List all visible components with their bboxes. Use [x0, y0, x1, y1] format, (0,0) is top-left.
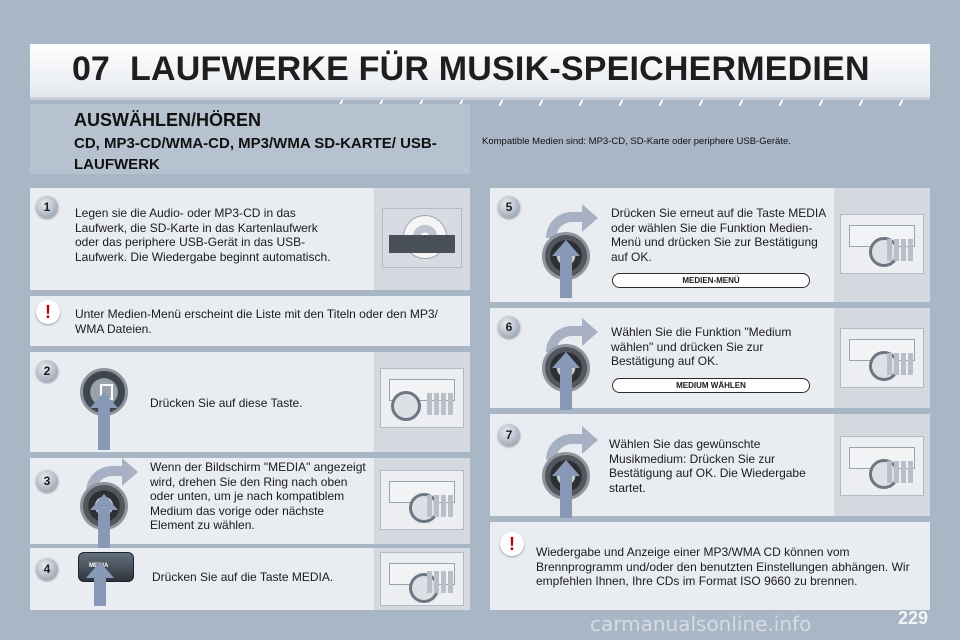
- section-title: AUSWÄHLEN/HÖREN: [74, 110, 261, 130]
- step-2-badge: 2: [36, 360, 58, 382]
- step-3-badge: 3: [36, 470, 58, 492]
- radio-buttons-icon: [887, 353, 913, 375]
- cd-slot-image: [382, 208, 462, 268]
- step-2-text: Drücken Sie auf diese Taste.: [150, 396, 303, 410]
- step-7-text: Wählen Sie das gewünschte Musikmedium: Drücken Sie zur Bestätigung auf OK. Die Wiedergabe startet.: [609, 437, 806, 495]
- radio-panel-image: [840, 436, 924, 496]
- step-4-text: Drücken Sie auf die Taste MEDIA.: [152, 570, 334, 584]
- step-6-badge: 6: [498, 316, 520, 338]
- press-arrow-icon: [98, 508, 110, 552]
- warning-1-text: Unter Medien-Menü erscheint die Liste mit den Titeln oder den MP3/ WMA Dateien.: [75, 307, 438, 336]
- compat-note: Kompatible Medien sind: MP3-CD, SD-Karte oder periphere USB-Geräte.: [482, 136, 791, 147]
- step-5-text: Drücken Sie erneut auf die Taste MEDIA oder wählen Sie die Funktion Medien-Menü und drücken Sie zur Bestätigung auf OK.: [611, 206, 826, 264]
- step-6-text: Wählen Sie die Funktion "Medium wählen" und drücken Sie zur Bestätigung auf OK.: [611, 325, 792, 368]
- step-4-badge: 4: [36, 558, 58, 580]
- step-1-badge: 1: [36, 196, 58, 218]
- press-arrow-icon: [560, 254, 572, 298]
- radio-panel-image: [840, 328, 924, 388]
- step-5-badge: 5: [498, 196, 520, 218]
- step-3-text: Wenn der Bildschirm "MEDIA" angezeigt wird, drehen Sie den Ring nach oben oder unten, um je nach kompatiblem Medium das vorige oder nächste Element zu wählen.: [150, 460, 366, 532]
- press-arrow-icon: [560, 474, 572, 518]
- medium-waehlen-label: MEDIUM WÄHLEN: [612, 378, 810, 393]
- section-subtitle: CD, MP3-CD/WMA-CD, MP3/WMA SD-KARTE/ USB-LAUFWERK: [74, 135, 437, 173]
- warning-2-text: Wiedergabe und Anzeige einer MP3/WMA CD können vom Brennprogramm und/oder den benutzten Einstellungen abhängen. Wir empfehlen Ihnen, Ihre CDs im Format ISO 9660 zu brennen.: [536, 545, 910, 588]
- press-arrow-icon: [94, 576, 106, 606]
- watermark: carmanualsonline.info: [590, 612, 812, 636]
- radio-panel-image: [380, 552, 464, 606]
- medien-menu-label: MEDIEN-MENÜ: [612, 273, 810, 288]
- radio-panel-image: [380, 470, 464, 530]
- radio-front-slot: [389, 235, 455, 253]
- radio-panel-image: [380, 368, 464, 428]
- press-arrow-icon: [98, 406, 110, 450]
- radio-buttons-icon: [427, 393, 453, 415]
- step-1-text: Legen sie die Audio- oder MP3-CD in das Laufwerk, die SD-Karte in das Kartenlaufwerk oder das periphere USB-Gerät in das USB-Laufwerk. Die Wiedergabe beginnt automatisch.: [75, 206, 331, 264]
- radio-buttons-icon: [427, 571, 453, 593]
- warning-icon: !: [36, 300, 60, 324]
- page-title: LAUFWERKE FÜR MUSIK-SPEICHERMEDIEN: [130, 50, 870, 88]
- radio-panel-image: [840, 214, 924, 274]
- warning-icon: !: [500, 532, 524, 556]
- radio-buttons-icon: [887, 461, 913, 483]
- radio-knob-icon: [391, 391, 421, 421]
- chapter-number: 07: [72, 50, 110, 88]
- page-number: 229: [898, 608, 929, 628]
- press-arrow-icon: [560, 366, 572, 410]
- radio-buttons-icon: [887, 239, 913, 261]
- step-7-badge: 7: [498, 424, 520, 446]
- radio-buttons-icon: [427, 495, 453, 517]
